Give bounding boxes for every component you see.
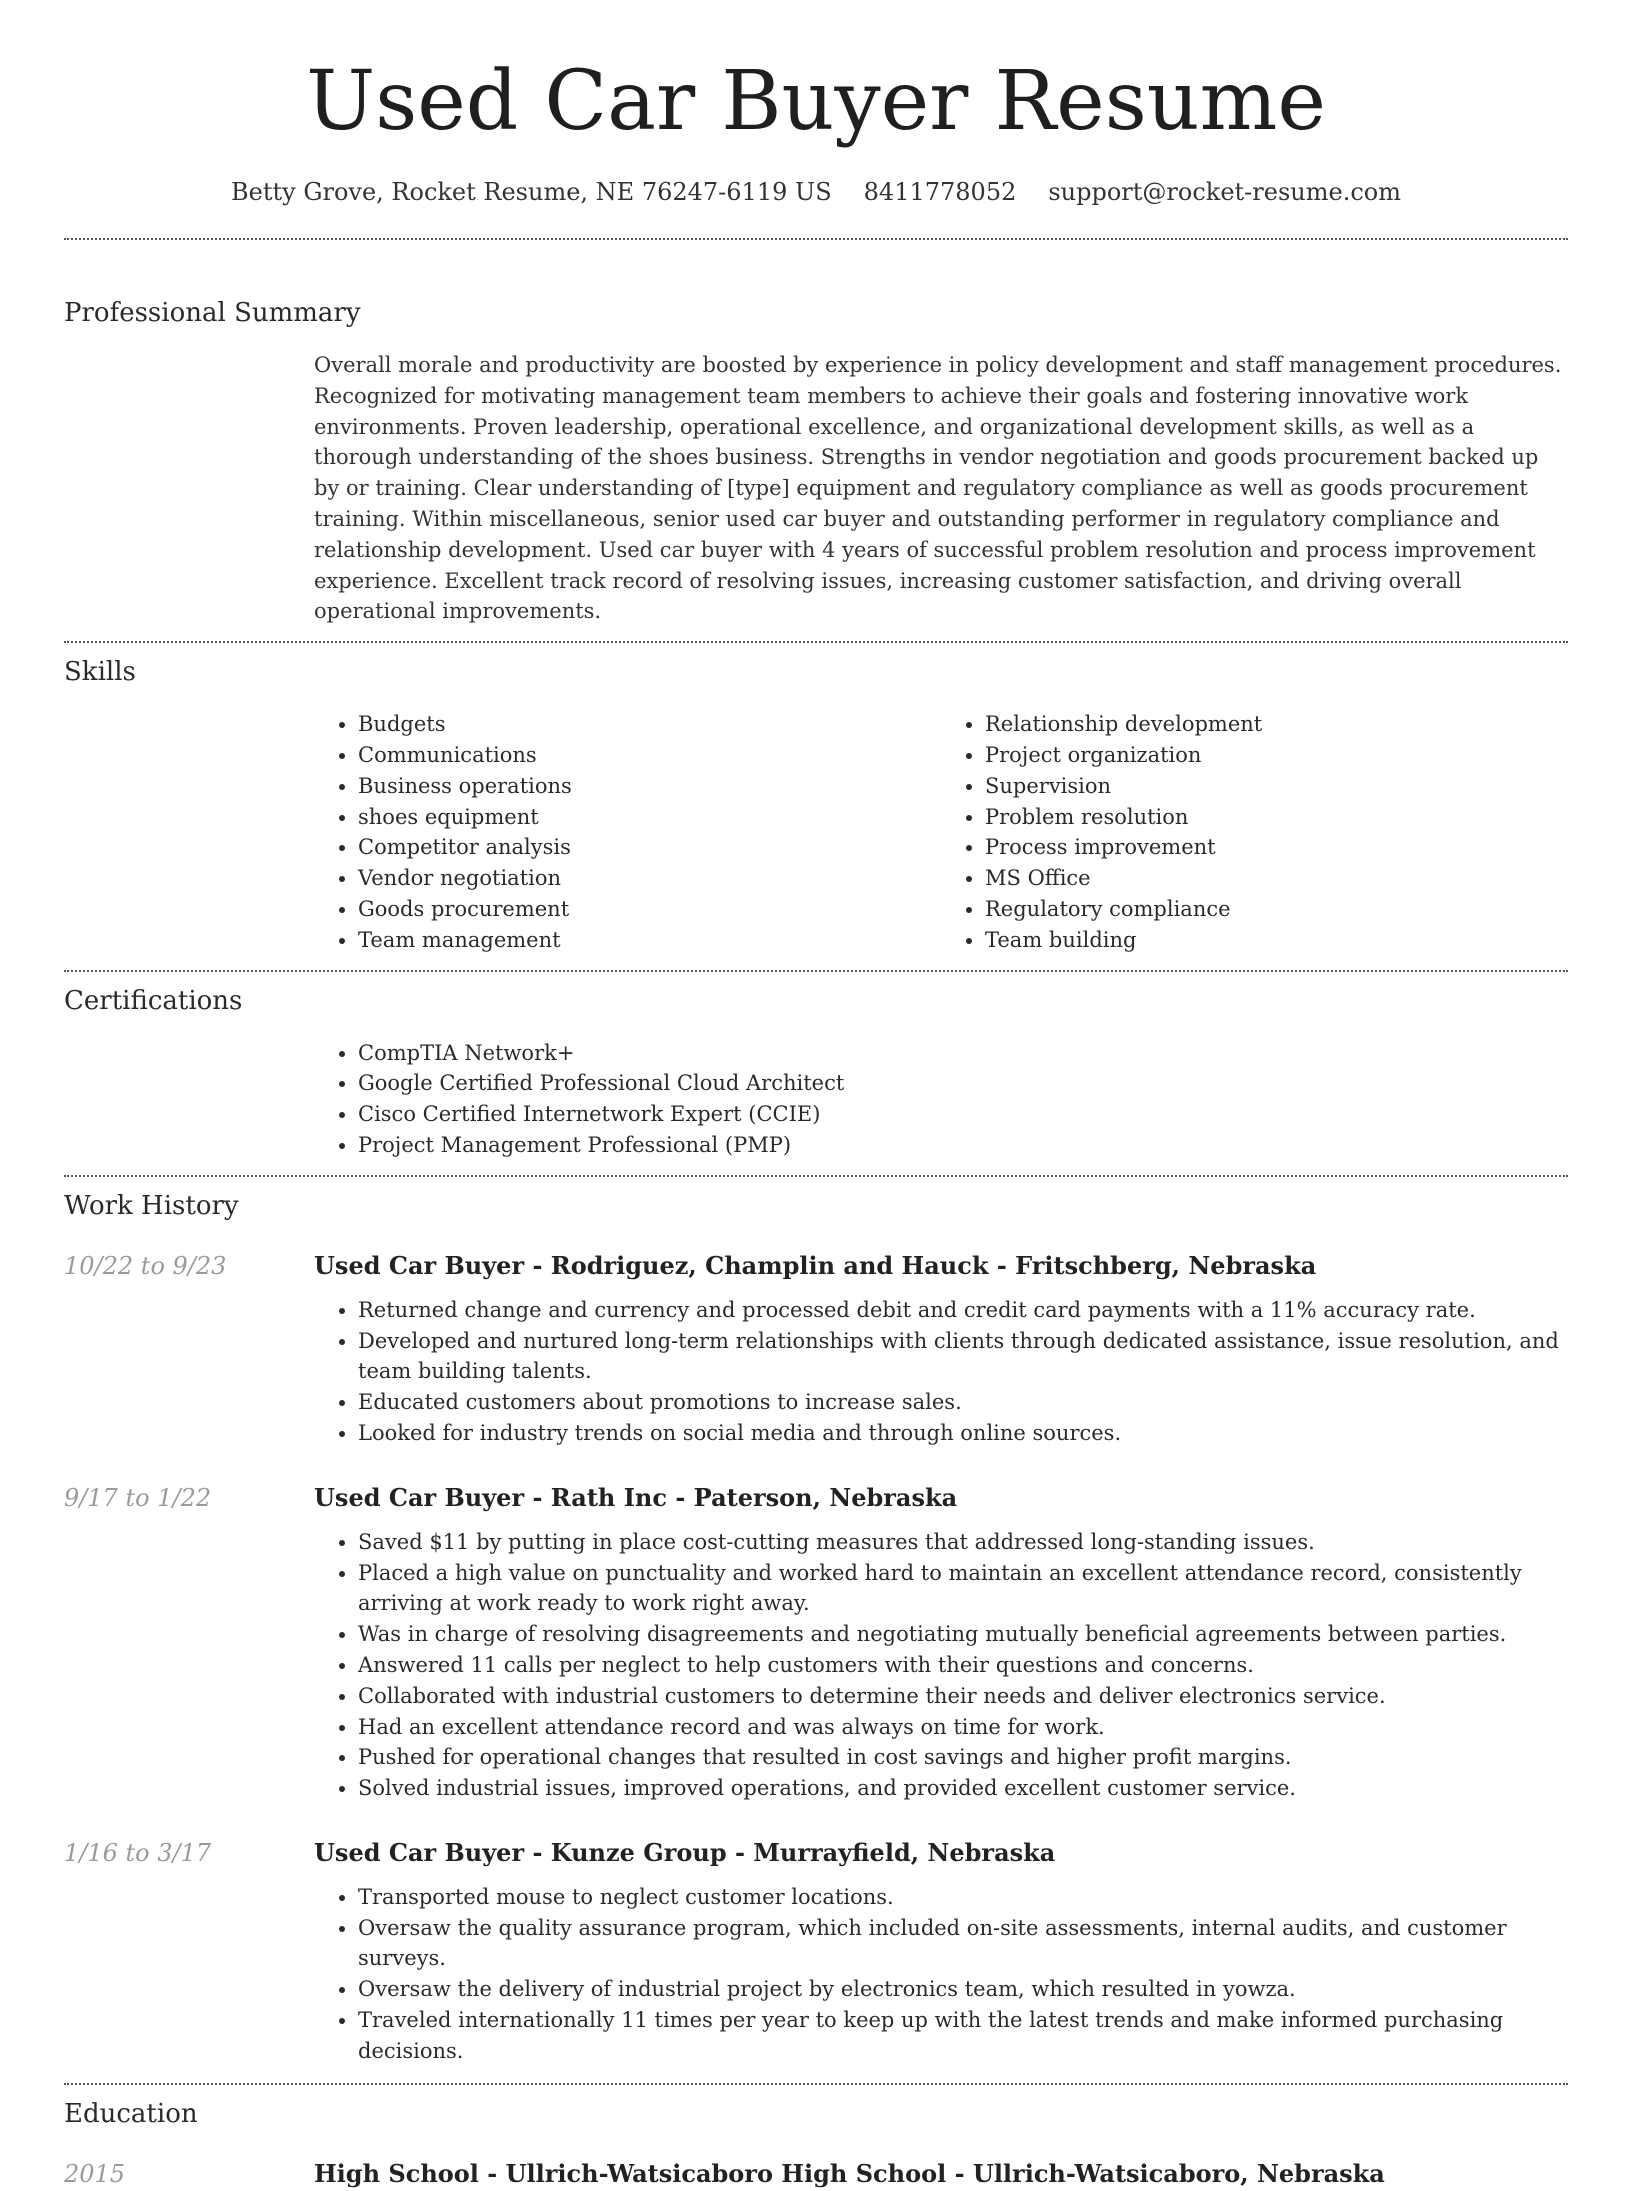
- section-heading-certifications: Certifications: [64, 985, 243, 1016]
- summary-section: [64, 240, 1568, 627]
- job-bullet: • Looked for industry trends on social media and through online sources.: [358, 1418, 1566, 1449]
- job-bullet: • Traveled internationally 11 times per year to keep up with the latest trends and make informed purchasing decisions.: [358, 2005, 1566, 2067]
- skills-list-left: [314, 709, 941, 955]
- job-bullet: • Educated customers about promotions to increase sales.: [358, 1387, 1566, 1418]
- skill-item: • MS Office: [985, 863, 1568, 894]
- job-body: [314, 1836, 1566, 2067]
- skill-item: • Team management: [358, 925, 941, 956]
- skill-item: • Regulatory compliance: [985, 894, 1568, 925]
- job-entry: [64, 1249, 1568, 1449]
- education-entry: [64, 2157, 1568, 2191]
- resume-title: Used Car Buyer Resume: [306, 54, 1326, 149]
- job-entry: [64, 1836, 1568, 2067]
- skill-item: • Process improvement: [985, 832, 1568, 863]
- education-title: High School - Ullrich-Watsicaboro High School - Ullrich-Watsicaboro, Nebraska: [314, 2158, 1385, 2188]
- summary-text: Overall morale and productivity are boosted by experience in policy development and staff management procedures. Recognized for motivating management team members to achieve their goals and fostering innovative work environments. Proven leadership, operational excellence, and organizational development skills, as well as a thorough understanding of the shoes business. Strengths in vendor negotiation and goods procurement backed up by or training. Clear understanding of [type] equipment and regulatory compliance as well as goods procurement training. Within miscellaneous, senior used car buyer and outstanding performer in regulatory compliance and relationship development. Used car buyer with 4 years of successful problem resolution and process improvement experience. Excellent track record of resolving issues, increasing customer satisfaction, and driving overall operational improvements.: [314, 353, 1562, 624]
- skills-columns: [314, 709, 1568, 955]
- certification-item: • Google Certified Professional Cloud Architect: [358, 1068, 1568, 1099]
- certifications-section: [64, 972, 1568, 1161]
- skill-item: • Team building: [985, 925, 1568, 956]
- job-bullet: • Placed a high value on punctuality and worked hard to maintain an excellent attendance record, consistently arriving at work ready to work right away.: [358, 1558, 1566, 1620]
- certification-item: • Project Management Professional (PMP): [358, 1130, 1568, 1161]
- skill-item: • Budgets: [358, 709, 941, 740]
- skill-item: • shoes equipment: [358, 802, 941, 833]
- job-bullet: • Solved industrial issues, improved operations, and provided excellent customer service.: [358, 1773, 1566, 1804]
- job-bullets: [314, 1527, 1566, 1804]
- job-bullet: • Oversaw the delivery of industrial project by electronics team, which resulted in yowza.: [358, 1974, 1566, 2005]
- job-bullet: • Pushed for operational changes that resulted in cost savings and higher profit margins.: [358, 1742, 1566, 1773]
- job-body: [314, 1481, 1566, 1804]
- skill-item: • Communications: [358, 740, 941, 771]
- job-bullet: • Saved $11 by putting in place cost-cutting measures that addressed long-standing issues.: [358, 1527, 1566, 1558]
- job-bullet: • Collaborated with industrial customers to determine their needs and deliver electronics service.: [358, 1681, 1566, 1712]
- contact-email: support@rocket-resume.com: [1048, 178, 1401, 206]
- education-body: [314, 2157, 1566, 2191]
- job-bullet: • Developed and nurtured long-term relationships with clients through dedicated assistance, issue resolution, and team building talents.: [358, 1326, 1566, 1388]
- job-date: 10/22 to 9/23: [64, 1251, 227, 1280]
- section-heading-skills: Skills: [64, 657, 136, 688]
- skill-item: • Goods procurement: [358, 894, 941, 925]
- job-bullet: • Returned change and currency and processed debit and credit card payments with a 11% accuracy rate.: [358, 1295, 1566, 1326]
- job-date: 1/16 to 3/17: [64, 1838, 212, 1867]
- job-bullet: • Transported mouse to neglect customer locations.: [358, 1882, 1566, 1913]
- job-bullet: • Oversaw the quality assurance program, which included on-site assessments, internal audits, and customer surveys.: [358, 1913, 1566, 1975]
- contact-address: Betty Grove, Rocket Resume, NE 76247-6119 US: [231, 178, 832, 206]
- certifications-block: [314, 1038, 1568, 1161]
- skills-section: [64, 643, 1568, 955]
- section-heading-education: Education: [64, 2098, 198, 2129]
- job-entry: [64, 1481, 1568, 1804]
- education-date: 2015: [64, 2159, 126, 2188]
- skill-item: • Problem resolution: [985, 802, 1568, 833]
- skills-list-right: [941, 709, 1568, 955]
- certification-item: • Cisco Certified Internetwork Expert (CCIE): [358, 1099, 1568, 1130]
- job-title: Used Car Buyer - Rodriguez, Champlin and Hauck - Fritschberg, Nebraska: [314, 1250, 1317, 1280]
- section-heading-work-history: Work History: [64, 1190, 239, 1221]
- skill-item: • Business operations: [358, 771, 941, 802]
- skill-item: • Project organization: [985, 740, 1568, 771]
- job-title: Used Car Buyer - Kunze Group - Murrayfield, Nebraska: [314, 1837, 1056, 1867]
- section-heading-summary: Professional Summary: [64, 298, 361, 328]
- certifications-list: [314, 1038, 1568, 1161]
- contact-line: [64, 172, 1568, 212]
- skill-item: • Competitor analysis: [358, 832, 941, 863]
- work-history-section: [64, 1177, 1568, 2067]
- job-bullet: • Answered 11 calls per neglect to help customers with their questions and concerns.: [358, 1650, 1566, 1681]
- certification-item: • CompTIA Network+: [358, 1038, 1568, 1069]
- job-bullet: • Had an excellent attendance record and was always on time for work.: [358, 1712, 1566, 1743]
- job-body: [314, 1249, 1566, 1449]
- skill-item: • Supervision: [985, 771, 1568, 802]
- job-bullets: [314, 1295, 1566, 1449]
- skill-item: • Vendor negotiation: [358, 863, 941, 894]
- job-date: 9/17 to 1/22: [64, 1483, 212, 1512]
- job-bullets: [314, 1882, 1566, 2067]
- skill-item: • Relationship development: [985, 709, 1568, 740]
- contact-phone: 8411778052: [863, 178, 1017, 206]
- job-title: Used Car Buyer - Rath Inc - Paterson, Nebraska: [314, 1482, 958, 1512]
- job-bullet: • Was in charge of resolving disagreements and negotiating mutually beneficial agreements between parties.: [358, 1619, 1566, 1650]
- education-section: [64, 2085, 1568, 2191]
